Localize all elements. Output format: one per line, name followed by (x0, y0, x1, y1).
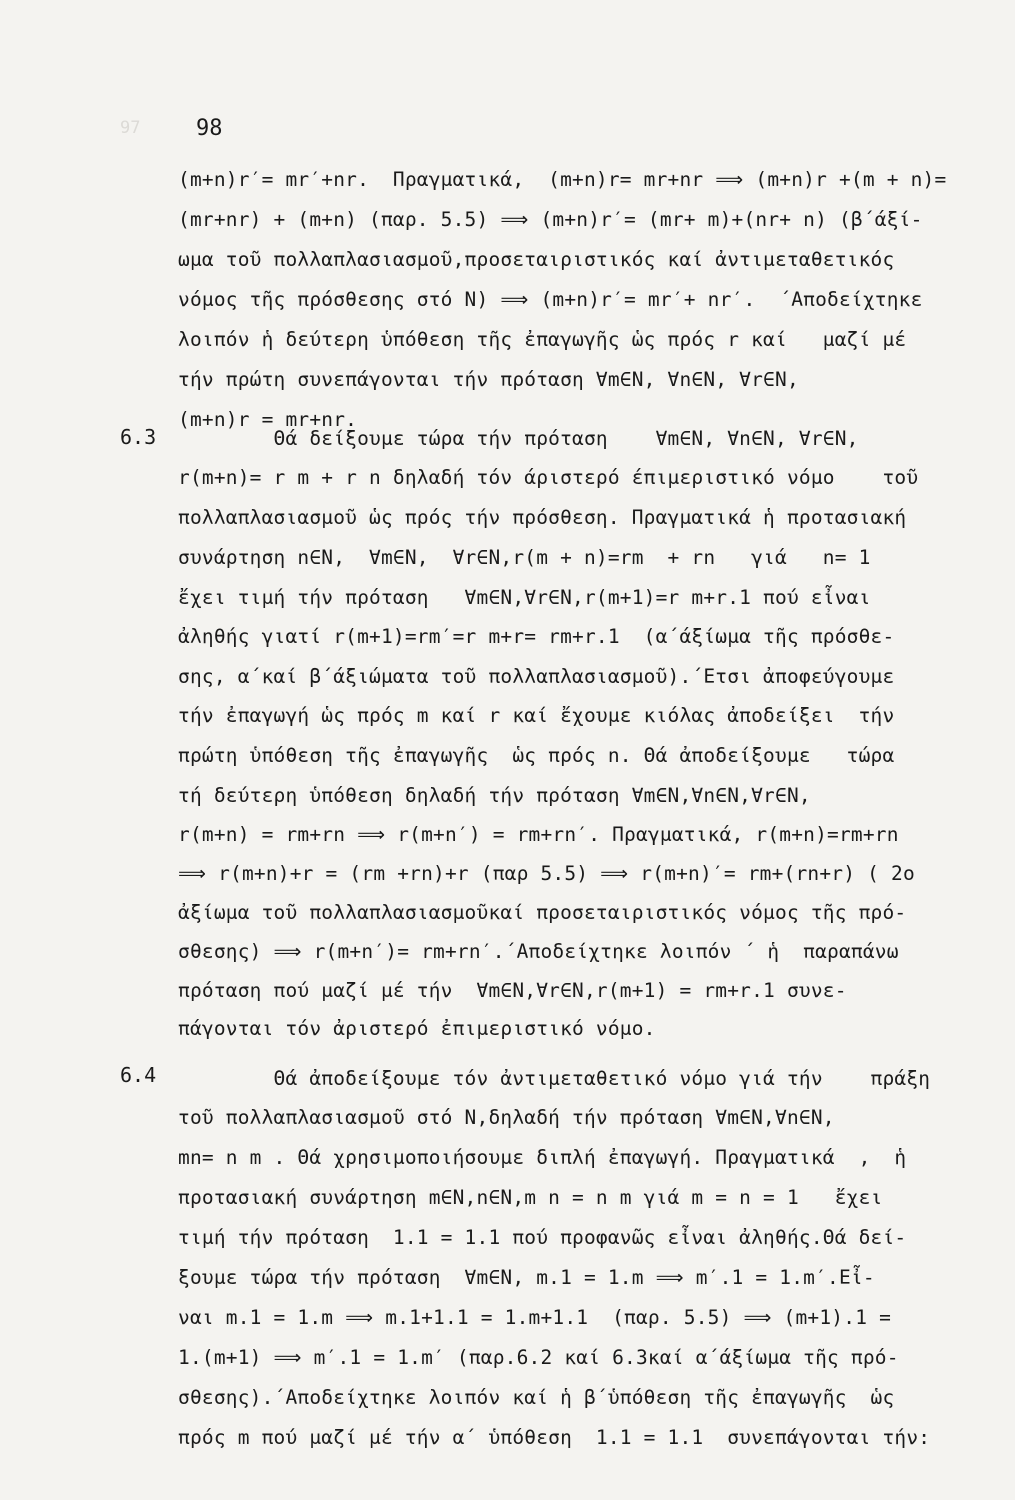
text-line: λοιπόν ἡ δεύτερη ὑπόθεση τῆς ἐπαγωγῆς ὡς πρός r καί μαζί μέ (178, 328, 907, 351)
text-line: ἀξίωμα τοῦ πολλαπλασιασμοῦκαί προσεταιριστικός νόμος τῆς πρό- (178, 901, 907, 924)
section-number: 6.3 (120, 425, 157, 449)
text-line: τήν ἐπαγωγή ὡς πρός m καί r καί ἔχουμε κιόλας ἀποδείξει τήν (178, 704, 895, 727)
bleed-through-page-number: 97 (120, 118, 141, 138)
text-line: ἔχει τιμή τήν πρόταση ∀m∈N,∀r∈N,r(m+1)=r m+r.1 πού εἶναι (178, 586, 871, 609)
text-line: πρώτη ὑπόθεση τῆς ἐπαγωγῆς ὡς πρός n. Θά ἀποδείξουμε τώρα (178, 744, 895, 767)
text-line: σης, α΄καί β΄άξιώματα τοῦ πολλαπλασιασμοῦ).΄Ετσι ἀποφεύγουμε (178, 665, 895, 688)
text-line: (m+n)r = mr+nr. (178, 408, 358, 431)
text-line: r(m+n) = rm+rn ⟹ r(m+n′) = rm+rn′. Πραγματικά, r(m+n)=rm+rn (178, 823, 899, 846)
text-line: Θά δείξουμε τώρα τήν πρόταση ∀m∈N, ∀n∈N, ∀r∈N, (178, 427, 859, 450)
text-line: τήν πρώτη συνεπάγονται τήν πρόταση ∀m∈N, ∀n∈N, ∀r∈N, (178, 368, 799, 391)
text-line: νόμος τῆς πρόσθεσης στό N) ⟹ (m+n)r′= mr′+ nr′. ΄Αποδείχτηκε (178, 288, 923, 311)
text-line: πολλαπλασιασμοῦ ὡς πρός τήν πρόσθεση. Πραγματικά ἡ προτασιακή (178, 506, 907, 529)
text-line: προτασιακή συνάρτηση m∈N,n∈N,m n = n m γιά m = n = 1 ἔχει (178, 1186, 883, 1209)
text-line: r(m+n)= r m + r n δηλαδή τόν άριστερό έπιμεριστικό νόμο τοῦ (178, 466, 919, 489)
text-line: ἀληθής γιατί r(m+1)=rm′=r m+r= rm+r.1 (α΄άξίωμα τῆς πρόσθε- (178, 625, 895, 648)
section-number: 6.4 (120, 1063, 157, 1087)
text-line: σθεσης).΄Αποδείχτηκε λοιπόν καί ἡ β΄ὑπόθεση τῆς ἐπαγωγῆς ὡς (178, 1386, 895, 1409)
text-line: ⟹ r(m+n)+r = (rm +rn)+r (παρ 5.5) ⟹ r(m+n)′= rm+(rn+r) ( 2ο (178, 862, 915, 885)
text-line: συνάρτηση n∈N, ∀m∈N, ∀r∈N,r(m + n)=rm + rn γιά n= 1 (178, 546, 871, 569)
text-line: (mr+nr) + (m+n) (παρ. 5.5) ⟹ (m+n)r′= (mr+ m)+(nr+ n) (β΄άξί- (178, 208, 923, 231)
page-number: 98 (196, 116, 223, 141)
text-line: (m+n)r′= mr′+nr. Πραγματικά, (m+n)r= mr+nr ⟹ (m+n)r +(m + n)= (178, 168, 947, 191)
text-line: 1.(m+1) ⟹ m′.1 = 1.m′ (παρ.6.2 καί 6.3καί α΄άξίωμα τῆς πρό- (178, 1346, 899, 1369)
text-line: mn= n m . Θά χρησιμοποιήσουμε διπλή ἐπαγωγή. Πραγματικά , ἡ (178, 1146, 907, 1169)
text-line: τιμή τήν πρόταση 1.1 = 1.1 πού προφανῶς εἶναι ἀληθής.Θά δεί- (178, 1226, 907, 1249)
text-line: ναι m.1 = 1.m ⟹ m.1+1.1 = 1.m+1.1 (παρ. 5.5) ⟹ (m+1).1 = (178, 1306, 892, 1329)
text-line: πρός m πού μαζί μέ τήν α΄ ὑπόθεση 1.1 = 1.1 συνεπάγονται τήν: (178, 1426, 931, 1449)
text-line: πρόταση πού μαζί μέ τήν ∀m∈N,∀r∈N,r(m+1) = rm+r.1 συνε- (178, 979, 847, 1002)
text-line: ωμα τοῦ πολλαπλασιασμοῦ,προσεταιριστικός καί ἀντιμεταθετικός (178, 248, 895, 271)
text-line: τή δεύτερη ὑπόθεση δηλαδή τήν πρόταση ∀m∈N,∀n∈N,∀r∈N, (178, 784, 811, 807)
text-line: ξουμε τώρα τήν πρόταση ∀m∈N, m.1 = 1.m ⟹ m′.1 = 1.m′.Εἶ- (178, 1266, 875, 1289)
text-line: τοῦ πολλαπλασιασμοῦ στό N,δηλαδή τήν πρόταση ∀m∈N,∀n∈N, (178, 1106, 835, 1129)
text-line: σθεσης) ⟹ r(m+n′)= rm+rn′.΄Αποδείχτηκε λοιπόν ΄ ἡ παραπάνω (178, 940, 899, 963)
text-line: πάγονται τόν ἀριστερό ἐπιμεριστικό νόμο. (178, 1017, 656, 1040)
text-line: Θά ἀποδείξουμε τόν ἀντιμεταθετικό νόμο γιά τήν πράξη (178, 1067, 931, 1090)
